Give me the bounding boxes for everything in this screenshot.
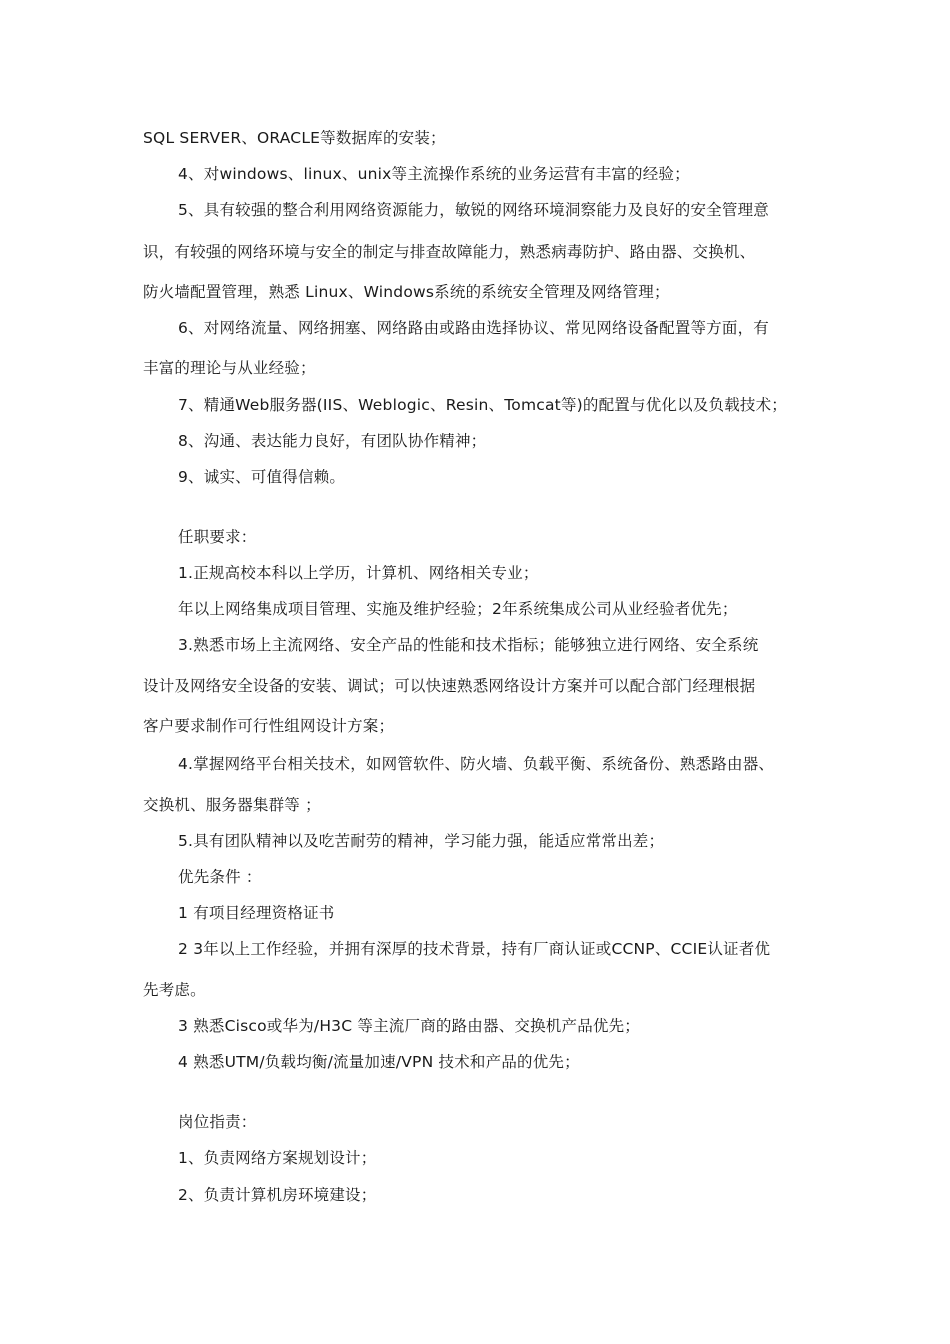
- section-heading: 优先条件 ：: [178, 868, 262, 886]
- text-line: 9、诚实、可值得信赖。: [178, 468, 346, 486]
- text-line: 8、沟通、表达能力良好，有团队协作精神；: [178, 432, 487, 450]
- text-line: 6、对网络流量、网络拥塞、网络路由或路由选择协议、常见网络设备配置等方面，有: [178, 319, 769, 337]
- text-line: 4 熟悉UTM/负载均衡/流量加速/VPN 技术和产品的优先；: [178, 1053, 580, 1071]
- section-heading: 任职要求：: [178, 528, 257, 546]
- text-line: 3.熟悉市场上主流网络、安全产品的性能和技术指标；能够独立进行网络、安全系统: [178, 636, 759, 654]
- text-line: 4、对windows、linux、unix等主流操作系统的业务运营有丰富的经验；: [178, 165, 690, 183]
- text-line: 3 熟悉Cisco或华为/H3C 等主流厂商的路由器、交换机产品优先；: [178, 1017, 640, 1035]
- text-line: 1 有项目经理资格证书: [178, 904, 335, 922]
- text-line: 防火墙配置管理，熟悉 Linux、Windows系统的系统安全管理及网络管理；: [143, 283, 670, 301]
- text-line: 2、负责计算机房环境建设；: [178, 1186, 377, 1204]
- text-line: 年以上网络集成项目管理、实施及维护经验；2年系统集成公司从业经验者优先；: [178, 600, 738, 618]
- section-heading: 岗位指责：: [178, 1113, 257, 1131]
- text-line: 5.具有团队精神以及吃苦耐劳的精神，学习能力强，能适应常常出差；: [178, 832, 665, 850]
- text-line: 1、负责网络方案规划设计；: [178, 1149, 377, 1167]
- text-line: 客户要求制作可行性组网设计方案；: [143, 717, 395, 735]
- text-line: 1.正规高校本科以上学历，计算机、网络相关专业；: [178, 564, 539, 582]
- text-line: 4.掌握网络平台相关技术，如网管软件、防火墙、负载平衡、系统备份、熟悉路由器、: [178, 755, 775, 773]
- text-line: 7、精通Web服务器(IIS、Weblogic、Resin、Tomcat等)的配置与优化以及负载技术；: [178, 396, 788, 414]
- text-line: 2 3年以上工作经验，并拥有深厚的技术背景，持有厂商认证或CCNP、CCIE认证者优: [178, 940, 771, 958]
- text-line: 识，有较强的网络环境与安全的制定与排查故障能力，熟悉病毒防护、路由器、交换机、: [143, 243, 756, 261]
- text-line: 交换机、服务器集群等 ；: [143, 796, 321, 814]
- text-line: SQL SERVER、ORACLE等数据库的安装；: [143, 129, 446, 147]
- text-line: 设计及网络安全设备的安装、调试；可以快速熟悉网络设计方案并可以配合部门经理根据: [143, 677, 756, 695]
- text-line: 5、具有较强的整合利用网络资源能力，敏锐的网络环境洞察能力及良好的安全管理意: [178, 201, 769, 219]
- text-line: 丰富的理论与从业经验；: [143, 359, 316, 377]
- text-line: 先考虑。: [143, 981, 206, 999]
